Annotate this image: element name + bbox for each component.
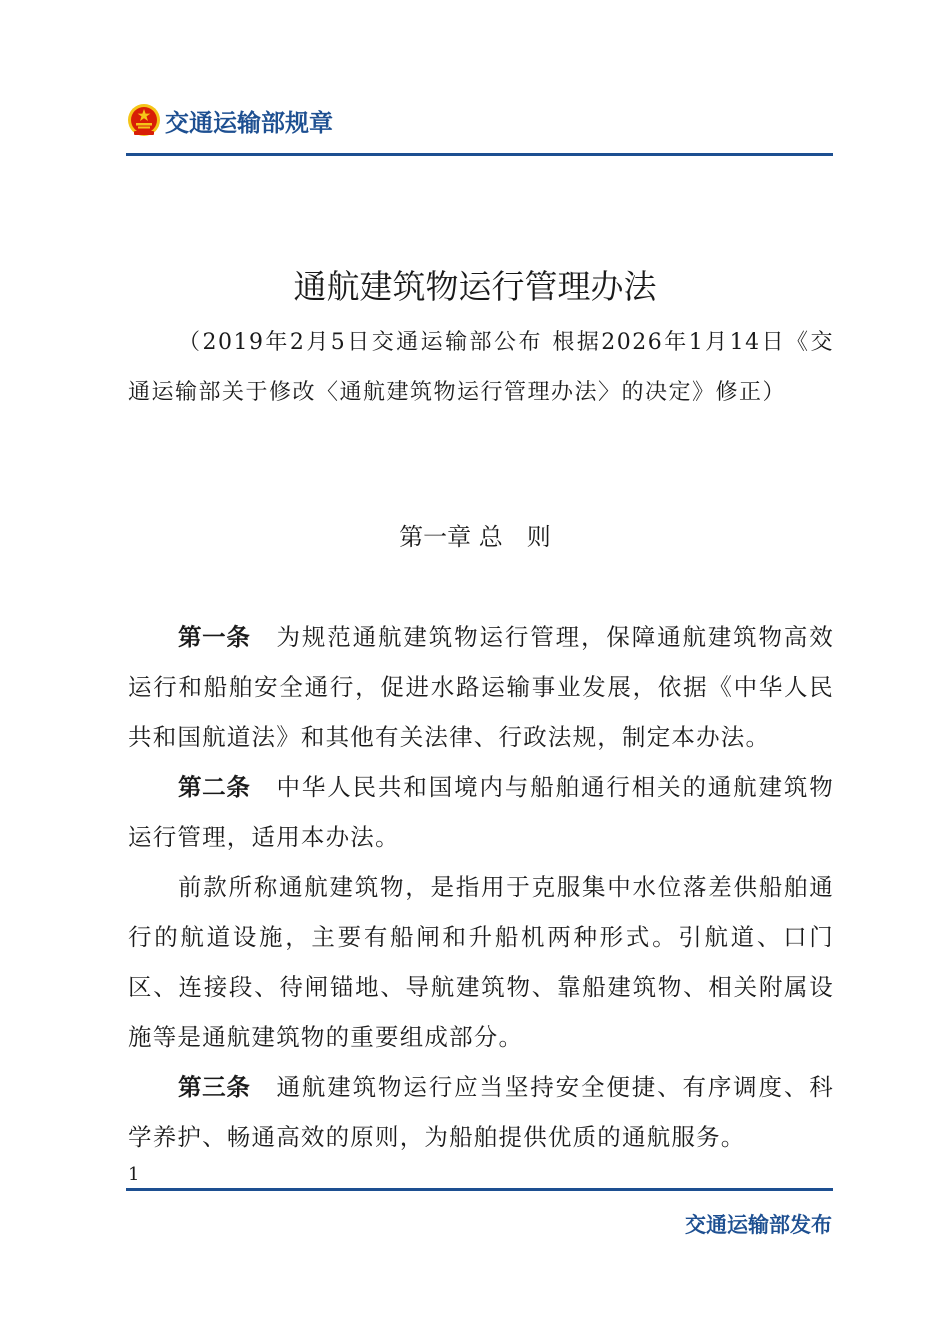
article-text: 通航建筑物运行应当坚持安全便捷、有序调度、科学养护、畅通高效的原则，为船舶提供优质的通航服务。 [128, 1073, 834, 1151]
footer-divider [126, 1188, 833, 1191]
article-paragraph [128, 612, 834, 762]
article-label: 第三条 [178, 1073, 251, 1101]
national-emblem-icon [127, 103, 161, 137]
chapter-heading: 第一章 总 则 [399, 523, 551, 551]
article-paragraph [128, 862, 834, 1062]
publisher-footer: 交通运输部发布 [685, 1213, 832, 1237]
article-paragraph [128, 1062, 834, 1162]
document-title: 通航建筑物运行管理办法 [293, 267, 657, 306]
article-text: 中华人民共和国境内与船舶通行相关的通航建筑物运行管理，适用本办法。 [128, 773, 834, 851]
article-text: 为规范通航建筑物运行管理，保障通航建筑物高效运行和船舶安全通行，促进水路运输事业发展，依据《中华人民共和国航道法》和其他有关法律、行政法规，制定本办法。 [128, 623, 834, 751]
page-header [127, 98, 333, 142]
article-paragraph [128, 762, 834, 862]
article-label: 第一条 [178, 623, 251, 651]
article-text: 前款所称通航建筑物，是指用于克服集中水位落差供船舶通行的航道设施，主要有船闸和升船机两种形式。引航道、口门区、连接段、待闸锚地、导航建筑物、靠船建筑物、相关附属设施等是通航建筑物的重要组成部分。 [128, 873, 834, 1051]
page-number: 1 [128, 1164, 140, 1185]
article-label: 第二条 [178, 773, 251, 801]
document-body [128, 612, 834, 1162]
header-title: 交通运输部规章 [165, 108, 333, 137]
document-revision-note: （2019年2月5日交通运输部公布 根据2026年1月14日《交通运输部关于修改〈通航建筑物运行管理办法〉的决定》修正） [128, 330, 834, 405]
header-divider [126, 153, 833, 156]
